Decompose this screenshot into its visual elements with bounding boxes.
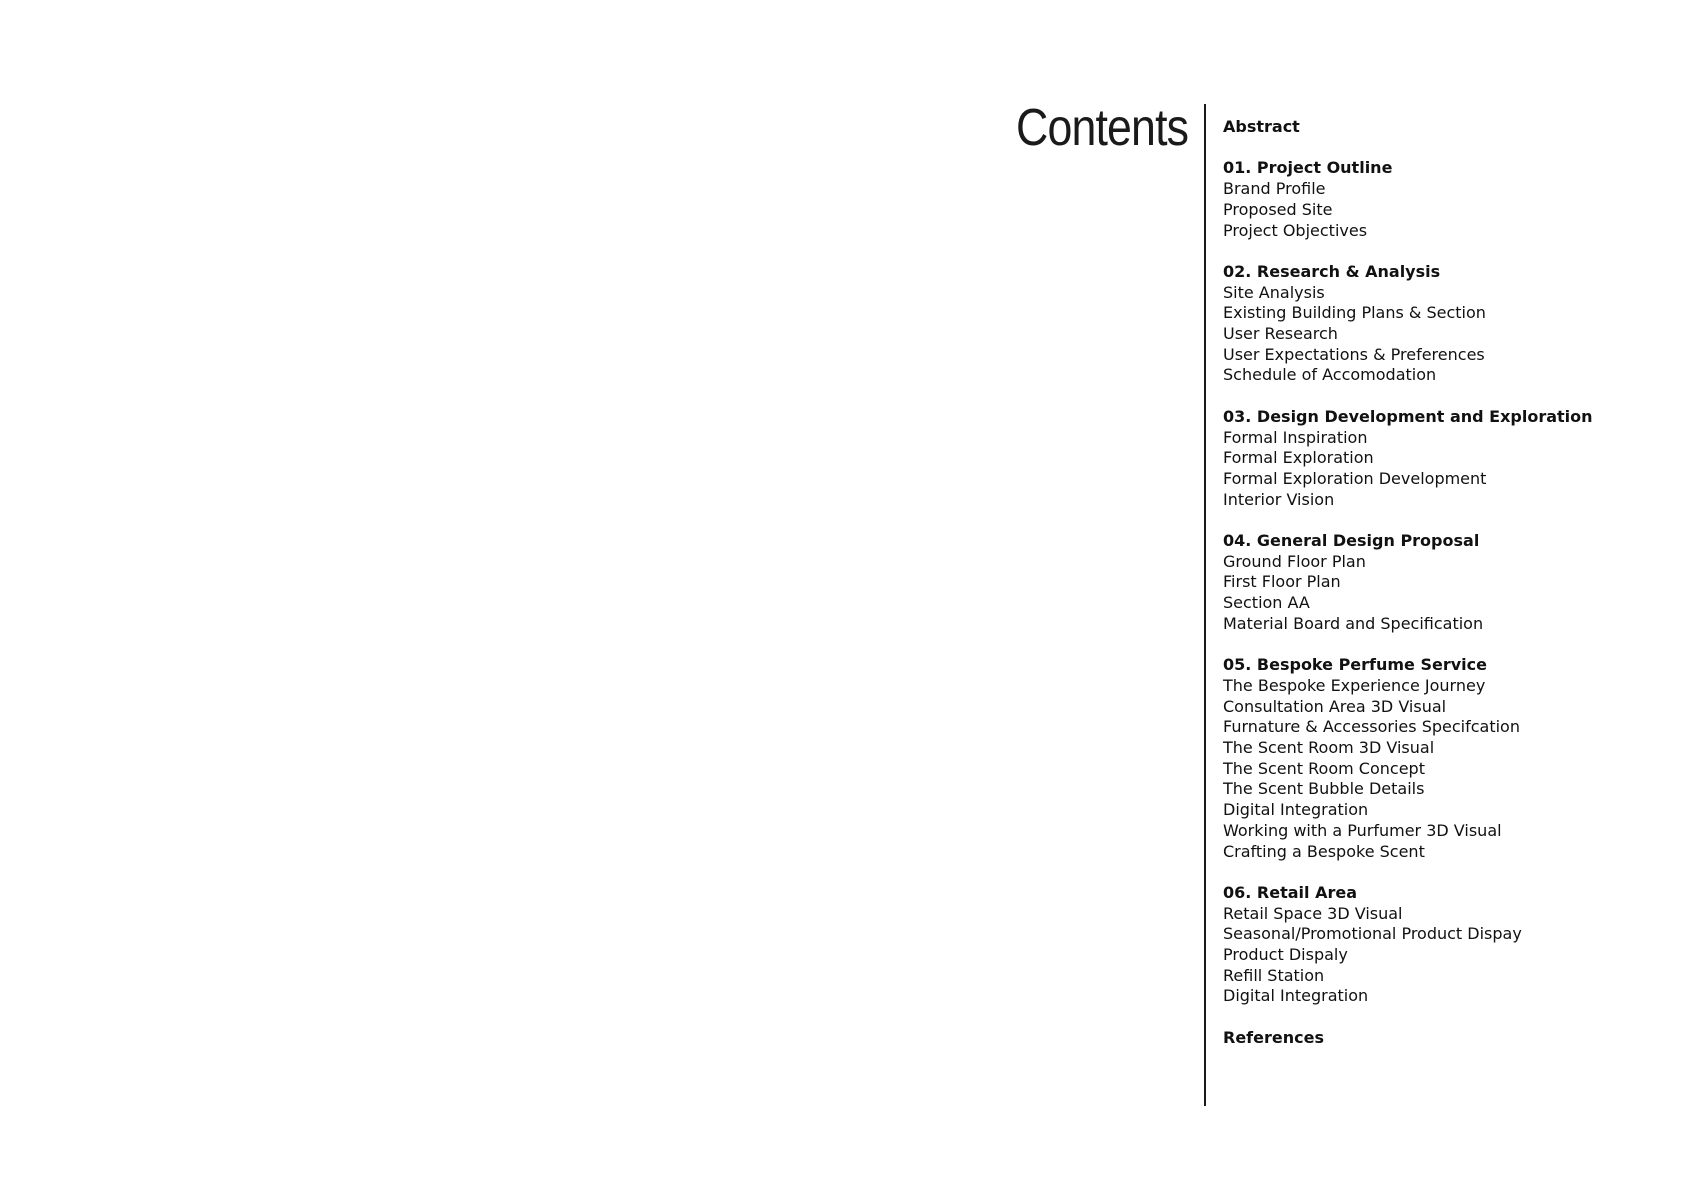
toc-entry: Brand Profile <box>1223 179 1326 199</box>
toc-entry: Retail Space 3D Visual <box>1223 903 1403 923</box>
toc-section <box>1223 262 1663 386</box>
toc-entry: User Research <box>1223 324 1338 343</box>
toc-entry: Project Objectives <box>1223 220 1368 240</box>
toc-entry: Ground Floor Plan <box>1223 551 1366 571</box>
toc-entry: Seasonal/Promotional Product Dispay <box>1223 924 1522 944</box>
toc-section-heading: Abstract <box>1223 117 1300 136</box>
toc-entry: Working with a Purfumer 3D Visual <box>1223 820 1502 840</box>
toc-entry: The Scent Room Concept <box>1223 758 1425 778</box>
toc-entry: Formal Exploration <box>1223 448 1374 468</box>
toc-entry: Digital Integration <box>1223 986 1369 1006</box>
toc-section-heading: 01. Project Outline <box>1223 158 1393 178</box>
toc-section <box>1223 883 1663 1007</box>
toc-entry: Refill Station <box>1223 965 1325 985</box>
toc-entry: Crafting a Bespoke Scent <box>1223 841 1425 861</box>
toc-section-heading: 05. Bespoke Perfume Service <box>1223 655 1487 675</box>
toc-entry: Proposed Site <box>1223 199 1333 219</box>
toc-entry: The Scent Room 3D Visual <box>1223 738 1435 758</box>
toc-section <box>1223 407 1663 511</box>
toc-entry: Product Dispaly <box>1223 945 1348 965</box>
toc-section <box>1223 655 1663 862</box>
toc-section-heading: References <box>1223 1027 1324 1047</box>
toc-section-heading: 06. Retail Area <box>1223 882 1357 902</box>
toc-entry: Consultation Area 3D Visual <box>1223 696 1447 716</box>
toc-entry: The Bespoke Experience Journey <box>1223 675 1486 695</box>
toc-entry: Schedule of Accomodation <box>1223 365 1437 385</box>
toc-entry: Site Analysis <box>1223 282 1325 302</box>
toc-entry: Digital Integration <box>1223 800 1369 820</box>
toc-section-heading: 02. Research & Analysis <box>1223 261 1441 281</box>
toc-section <box>1223 117 1663 138</box>
toc-entry: Furnature & Accessories Specifcation <box>1223 717 1520 737</box>
toc-entry: First Floor Plan <box>1223 572 1341 592</box>
toc-entry: Existing Building Plans & Section <box>1223 303 1486 323</box>
toc-section <box>1223 531 1663 635</box>
toc-entry: Material Board and Specification <box>1223 613 1484 633</box>
page-title: Contents <box>1015 99 1188 157</box>
toc-entry: Section AA <box>1223 593 1310 613</box>
table-of-contents <box>1223 117 1663 1069</box>
toc-section-heading: 04. General Design Proposal <box>1223 531 1480 550</box>
toc-entry: Formal Inspiration <box>1223 427 1368 447</box>
toc-entry: Interior Vision <box>1223 489 1335 509</box>
toc-section <box>1223 158 1663 241</box>
toc-entry: User Expectations & Preferences <box>1223 344 1485 364</box>
toc-entry: The Scent Bubble Details <box>1223 779 1425 799</box>
toc-section <box>1223 1028 1663 1049</box>
vertical-divider <box>1204 104 1206 1106</box>
toc-section-heading: 03. Design Development and Exploration <box>1223 406 1593 426</box>
toc-entry: Formal Exploration Development <box>1223 468 1487 488</box>
